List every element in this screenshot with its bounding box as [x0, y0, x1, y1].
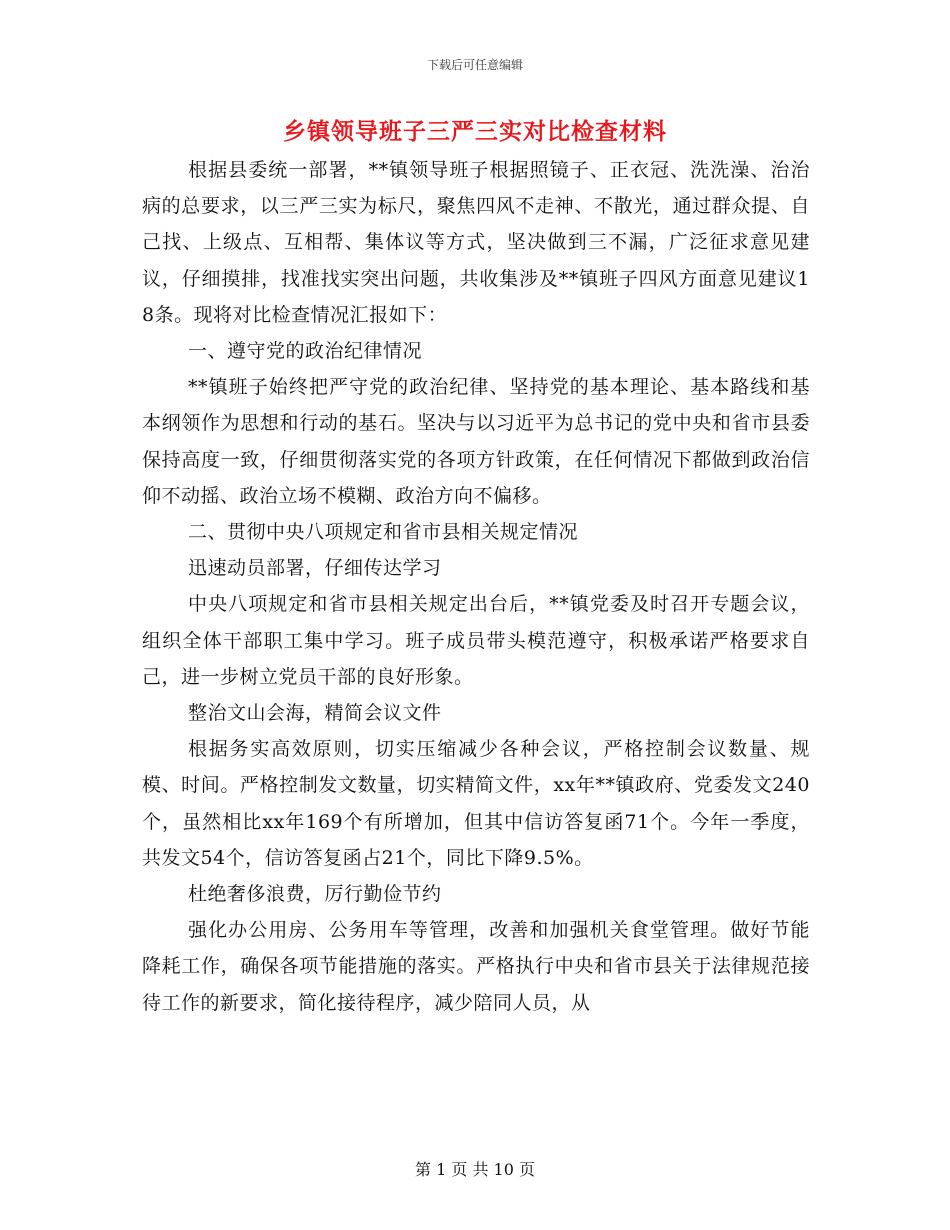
paragraph-mobilize: 中央八项规定和省市县相关规定出台后，**镇党委及时召开专题会议，组织全体干部职工集中学习。班子成员带头模范遵守，积极承诺严格要求自己，进一步树立党员干部的良好形象。	[142, 593, 810, 688]
document-title: 乡镇领导班子三严三实对比检查材料	[283, 118, 667, 145]
paragraph-intro: 根据县委统一部署，**镇领导班子根据照镜子、正衣冠、洗洗澡、治治病的总要求，以三严三实为标尺，聚焦四风不走神、不散光，通过群众提、自己找、上级点、互相帮、集体议等方式，坚决做到三不漏，广泛征求意见建议，仔细摸排，找准找实突出问题，共收集涉及**镇班子四风方面意见建议18条。现将对比检查情况汇报如下：	[142, 159, 810, 326]
page-number: 第 1 页 共 10 页	[415, 1160, 535, 1179]
subheading-meetings: 整治文山会海，精简会议文件	[188, 702, 442, 725]
paragraph-frugality: 强化办公用房、公务用车等管理，改善和加强机关食堂管理。做好节能降耗工作，确保各项节能措施的落实。严格执行中央和省市县关于法律规范接待工作的新要求，简化接待程序，减少陪同人员，从	[142, 919, 810, 1014]
subheading-mobilize: 迅速动员部署，仔细传达学习	[188, 557, 442, 580]
paragraph-political-discipline: **镇班子始终把严守党的政治纪律、坚持党的基本理论、基本路线和基本纲领作为思想和行动的基石。坚决与以习近平为总书记的党中央和省市县委保持高度一致，仔细贯彻落实党的各项方针政策，在任何情况下都做到政治信仰不动摇、政治立场不模糊、政治方向不偏移。	[142, 376, 810, 507]
header-note: 下载后可任意编辑	[426, 58, 523, 72]
section-heading-2: 二、贯彻中央八项规定和省市县相关规定情况	[188, 521, 579, 544]
paragraph-meetings: 根据务实高效原则，切实压缩减少各种会议，严格控制会议数量、规模、时间。严格控制发文数量，切实精简文件，xx年**镇政府、党委发文240个，虽然相比xx年169个有所增加，但其中信访答复函71个。今年一季度，共发文54个，信访答复函占21个，同比下降9.5%。	[142, 738, 810, 869]
document-body	[142, 152, 810, 1021]
section-heading-1: 一、遵守党的政治纪律情况	[188, 340, 423, 363]
subheading-frugality: 杜绝奢侈浪费，厉行勤俭节约	[188, 883, 442, 906]
